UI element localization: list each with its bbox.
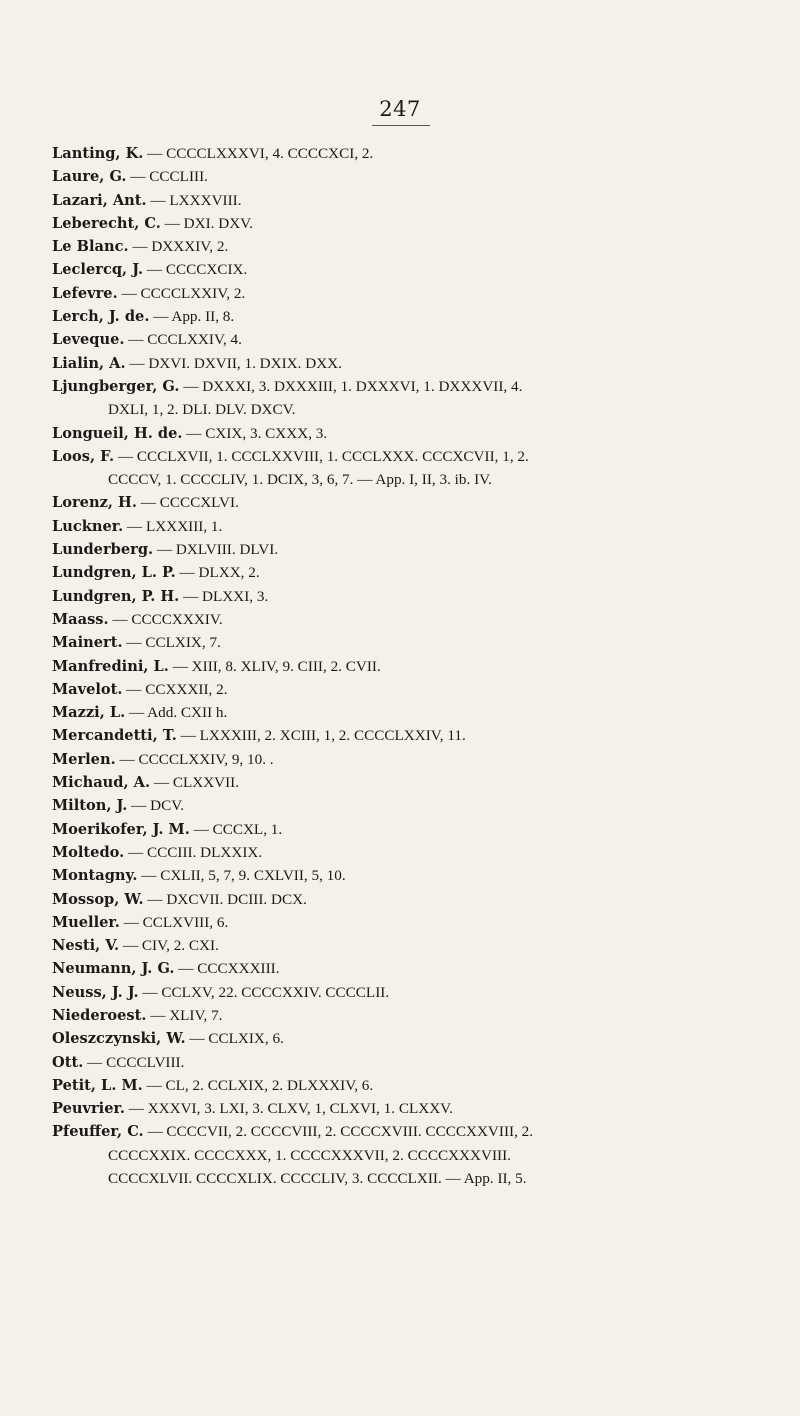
index-entry: [52, 1097, 772, 1120]
entry-name: Neumann, J. G.: [52, 960, 175, 978]
entry-references: — LXXXIII, 1.: [123, 517, 223, 535]
entry-name: Merlen.: [52, 750, 116, 768]
entry-references: CCCCXXIX. CCCCXXX, 1. CCCCXXXVII, 2. CCCCXXXVIII.: [108, 1146, 511, 1164]
entry-references: — CL, 2. CCLXIX, 2. DLXXXIV, 6.: [142, 1076, 374, 1094]
entry-references: — CLXXVII.: [150, 774, 240, 792]
entry-name: Lazari, Ant.: [52, 191, 147, 209]
entry-references: — CIV, 2. CXI.: [119, 937, 219, 955]
entry-references: — DXXXIV, 2.: [128, 238, 229, 256]
index-entries: [52, 142, 772, 1190]
index-entry: [52, 189, 772, 212]
entry-references: — CCCIII. DLXXIX.: [124, 843, 263, 861]
index-entry: [52, 491, 772, 514]
index-entry: [52, 1027, 772, 1050]
entry-references: — CCCCLVIII.: [83, 1053, 185, 1071]
entry-name: Niederoest.: [52, 1006, 147, 1024]
entry-name: Lundgren, P. H.: [52, 587, 180, 605]
entry-name: Lialin, A.: [52, 354, 126, 372]
entry-references: — CCCCXCIX.: [143, 261, 248, 279]
index-entry: [52, 445, 772, 468]
entry-name: Leveque.: [52, 331, 125, 349]
entry-name: Loos, F.: [52, 447, 115, 465]
index-entry: [52, 957, 772, 980]
entry-name: Longueil, H. de.: [52, 424, 183, 442]
entry-name: Lanting, K.: [52, 145, 144, 162]
entry-name: Lunderberg.: [52, 541, 154, 559]
entry-name: Moerikofer, J. M.: [52, 820, 190, 838]
entry-name: Milton, J.: [52, 797, 128, 815]
index-entry: [52, 771, 772, 794]
index-entry: [52, 585, 772, 608]
entry-name: Lundgren, L. P.: [52, 564, 176, 582]
entry-references: CCCCXLVII. CCCCXLIX. CCCCLIV, 3. CCCCLXII. — App. II, 5.: [108, 1170, 527, 1188]
entry-references: — CCLXV, 22. CCCCXXIV. CCCCLII.: [138, 983, 390, 1001]
entry-references: — CCCXXXIII.: [174, 960, 280, 978]
entry-name: Petit, L. M.: [52, 1076, 143, 1094]
entry-references: — CCCCXXXIV.: [108, 610, 223, 628]
index-entry: [52, 352, 772, 375]
entry-references: — DXLVIII. DLVI.: [153, 541, 279, 559]
index-entry: [52, 515, 772, 538]
entry-references: — CCCCLXXXVI, 4. CCCCXCI, 2.: [143, 145, 374, 162]
entry-references: — DCV.: [127, 797, 185, 815]
entry-name: Peuvrier.: [52, 1100, 125, 1118]
index-entry: [52, 1074, 772, 1097]
entry-name: Ott.: [52, 1053, 84, 1071]
index-entry: [52, 864, 772, 887]
entry-name: Mercandetti, T.: [52, 727, 177, 745]
page-number: 247: [379, 97, 421, 121]
entry-references: — DLXX, 2.: [175, 564, 260, 582]
entry-references: — CCCCLXXIV, 2.: [117, 284, 246, 302]
index-entry: [52, 422, 772, 445]
index-entry: [52, 631, 772, 654]
entry-references: CCCCV, 1. CCCCLIV, 1. DCIX, 3, 6, 7. — App. I, II, 3. ib. IV.: [108, 471, 492, 489]
entry-name: Leclercq, J.: [52, 261, 144, 279]
entry-name: Oleszczynski, W.: [52, 1030, 186, 1048]
index-entry: [52, 678, 772, 701]
entry-name: Mossop, W.: [52, 890, 144, 908]
index-entry: [52, 282, 772, 305]
entry-references: — Add. CXII h.: [125, 704, 228, 722]
entry-name: Laure, G.: [52, 168, 127, 186]
index-entry: [52, 608, 772, 631]
entry-references: — CCLXIX, 7.: [122, 634, 221, 652]
entry-name: Manfredini, L.: [52, 657, 169, 675]
entry-name: Lorenz, H.: [52, 494, 137, 512]
index-entry: [52, 235, 772, 258]
entry-references: — LXXXIII, 2. XCIII, 1, 2. CCCCLXXIV, 11.: [176, 727, 466, 745]
entry-references: — DXXXI, 3. DXXXIII, 1. DXXXVI, 1. DXXXVII, 4.: [179, 377, 523, 395]
entry-name: Mazzi, L.: [52, 704, 126, 722]
entry-name: Ljungberger, G.: [52, 377, 180, 395]
index-entry: [52, 655, 772, 678]
index-entry: [52, 212, 772, 235]
entry-references: — CCLXIX, 6.: [185, 1030, 284, 1048]
index-entry: [52, 794, 772, 817]
entry-references: — CCCLXVII, 1. CCCLXXVIII, 1. CCCLXXX. CCCXCVII, 1, 2.: [114, 447, 529, 465]
entry-name: Mainert.: [52, 634, 123, 652]
entry-references: — CCCCVII, 2. CCCCVIII, 2. CCCCXVIII. CCCCXXVIII, 2.: [143, 1123, 534, 1141]
index-entry: [52, 305, 772, 328]
entry-references: — CXLII, 5, 7, 9. CXLVII, 5, 10.: [137, 867, 346, 885]
entry-references: DXLI, 1, 2. DLI. DLV. DXCV.: [108, 401, 296, 419]
entry-name: Mavelot.: [52, 680, 123, 698]
entry-references: — XIII, 8. XLIV, 9. CIII, 2. CVII.: [168, 657, 381, 675]
entry-references: — CCCCLXXIV, 9, 10. .: [115, 750, 274, 768]
index-entry: [52, 724, 772, 747]
entry-name: Lefevre.: [52, 284, 118, 302]
index-entry-continuation: [52, 398, 772, 421]
entry-name: Michaud, A.: [52, 774, 151, 792]
entry-references: — XXXVI, 3. LXI, 3. CLXV, 1, CLXVI, 1. CLXXV.: [124, 1100, 453, 1118]
index-entry: [52, 328, 772, 351]
index-entry: [52, 934, 772, 957]
entry-references: — DXVI. DXVII, 1. DXIX. DXX.: [125, 354, 342, 372]
entry-name: Montagny.: [52, 867, 138, 885]
index-entry: [52, 911, 772, 934]
index-entry-continuation: [52, 1167, 772, 1190]
index-entry: [52, 701, 772, 724]
index-entry: [52, 561, 772, 584]
entry-name: Moltedo.: [52, 843, 125, 861]
index-entry: [52, 1120, 772, 1143]
index-entry-continuation: [52, 468, 772, 491]
entry-name: Le Blanc.: [52, 238, 129, 256]
index-entry: [52, 1004, 772, 1027]
entry-name: Neuss, J. J.: [52, 983, 139, 1001]
index-entry: [52, 981, 772, 1004]
index-entry: [52, 538, 772, 561]
index-entry: [52, 841, 772, 864]
entry-references: — CCXXXII, 2.: [122, 680, 228, 698]
entry-name: Leberecht, C.: [52, 214, 161, 232]
entry-references: — CCCCXLVI.: [136, 494, 239, 512]
entry-references: — DXI. DXV.: [160, 214, 253, 232]
entry-references: — DXCVII. DCIII. DCX.: [143, 890, 307, 908]
index-entry: [52, 165, 772, 188]
index-entry: [52, 142, 772, 165]
page-number-rule: [372, 125, 430, 126]
index-entry-continuation: [52, 1144, 772, 1167]
entry-name: Luckner.: [52, 517, 124, 535]
entry-name: Lerch, J. de.: [52, 308, 150, 326]
entry-references: — DLXXI, 3.: [179, 587, 269, 605]
index-entry: [52, 375, 772, 398]
index-entry: [52, 888, 772, 911]
entry-references: — LXXXVIII.: [146, 191, 242, 209]
index-entry: [52, 258, 772, 281]
entry-references: — CCCXL, 1.: [189, 820, 283, 838]
index-entry: [52, 1051, 772, 1074]
entry-references: — CXIX, 3. CXXX, 3.: [182, 424, 328, 442]
entry-references: — XLIV, 7.: [146, 1006, 223, 1024]
entry-name: Maass.: [52, 610, 109, 628]
index-entry: [52, 748, 772, 771]
index-entry: [52, 818, 772, 841]
entry-references: — App. II, 8.: [149, 308, 235, 326]
entry-references: — CCCLXXIV, 4.: [124, 331, 242, 349]
entry-references: — CCLXVIII, 6.: [119, 913, 229, 931]
entry-name: Nesti, V.: [52, 937, 120, 955]
entry-references: — CCCLIII.: [126, 168, 208, 186]
entry-name: Mueller.: [52, 913, 120, 931]
entry-name: Pfeuffer, C.: [52, 1123, 144, 1141]
